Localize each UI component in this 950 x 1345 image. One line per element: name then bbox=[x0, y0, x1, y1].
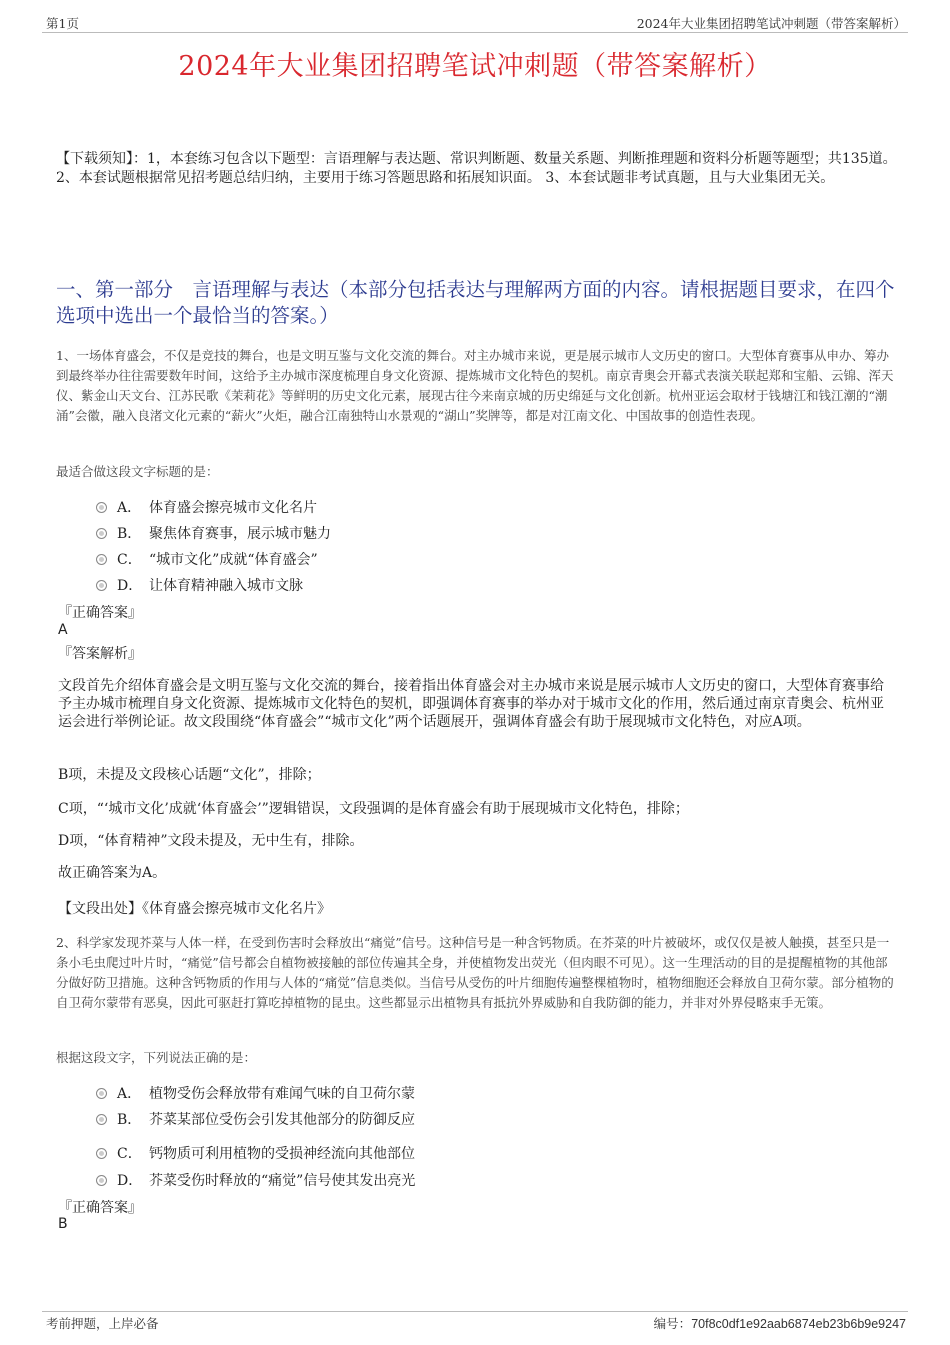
radio-icon[interactable] bbox=[96, 502, 107, 513]
option-key: C． bbox=[117, 552, 142, 568]
option-text: 植物受伤会释放带有难闻气味的自卫荷尔蒙 bbox=[149, 1086, 415, 1102]
option-key: B． bbox=[117, 526, 142, 542]
option-text: 让体育精神融入城市文脉 bbox=[149, 578, 303, 594]
question-1-prompt: 最适合做这段文字标题的是： bbox=[56, 464, 219, 479]
q1-analysis-d: D项，“体育精神”文段未提及，无中生有，排除。 bbox=[58, 833, 364, 849]
option-text: “城市文化”成就“体育盛会” bbox=[149, 552, 318, 568]
section-heading: 一、第一部分 言语理解与表达（本部分包括表达与理解两方面的内容。请根据题目要求，在四个选项中选出一个最恰当的答案。） bbox=[56, 278, 895, 327]
radio-icon[interactable] bbox=[96, 1088, 107, 1099]
option-text: 钙物质可利用植物的受损神经流向其他部位 bbox=[149, 1146, 415, 1162]
q2-option-d[interactable] bbox=[96, 1170, 415, 1190]
q2-option-a[interactable] bbox=[96, 1083, 415, 1103]
q2-answer: B bbox=[58, 1216, 68, 1232]
q2-option-c[interactable] bbox=[96, 1143, 415, 1163]
header-divider bbox=[42, 32, 908, 33]
option-text: 芥菜受伤时释放的“痛觉”信号使其发出亮光 bbox=[149, 1173, 416, 1189]
q1-option-a[interactable] bbox=[96, 497, 317, 517]
question-1-stem: 1、一场体育盛会，不仅是竞技的舞台，也是文明互鉴与文化交流的舞台。对主办城市来说，更是展示城市人文历史的窗口。大型体育赛事从申办、筹办到最终举办往往需要数年时间，这给予主办城市深度梳理自身文化资源、提炼城市文化特色的契机。南京青奥会开幕式表演关联起郑和宝船、云锦、浑天仪、紫金山天文台、江苏民歌《茉莉花》等鲜明的历史文化元素，展现古往今来南京城的历史绵延与文化创新。杭州亚运会取材于钱塘江和钱江潮的“潮涌”会徽，融入良渚文化元素的“薪火”火炬，融合江南独特山水景观的“湖山”奖牌等，都是对江南文化、中国故事的创造性表现。 bbox=[56, 348, 894, 423]
footer-code bbox=[654, 1314, 906, 1332]
option-key: B． bbox=[117, 1112, 142, 1128]
radio-icon[interactable] bbox=[96, 580, 107, 591]
radio-icon[interactable] bbox=[96, 554, 107, 565]
option-key: A． bbox=[117, 1086, 142, 1102]
option-key: D． bbox=[117, 578, 143, 594]
q1-option-d[interactable] bbox=[96, 575, 303, 595]
question-2-prompt: 根据这段文字，下列说法正确的是： bbox=[56, 1050, 257, 1065]
option-key: A． bbox=[117, 500, 142, 516]
radio-icon[interactable] bbox=[96, 1175, 107, 1186]
footer-divider bbox=[42, 1311, 908, 1312]
radio-icon[interactable] bbox=[96, 528, 107, 539]
running-header: 2024年大业集团招聘笔试冲刺题（带答案解析） bbox=[636, 16, 906, 31]
q1-answer-label: 『正确答案』 bbox=[58, 605, 142, 621]
q1-analysis-paragraph: 文段首先介绍体育盛会是文明互鉴与文化交流的舞台，接着指出体育盛会对主办城市来说是展示城市人文历史的窗口，大型体育赛事给予主办城市梳理自身文化资源、提炼城市文化特色的契机，即强调体育赛事的举办对于城市文化的作用，然后通过南京青奥会、杭州亚运会进行举例论证。故文段围绕“体育盛会”“城市文化”两个话题展开，强调体育盛会有助于展现城市文化特色，对应A项。 bbox=[58, 678, 884, 730]
q1-option-c[interactable] bbox=[96, 549, 318, 569]
q1-answer: A bbox=[58, 622, 68, 638]
q2-option-b[interactable] bbox=[96, 1109, 415, 1129]
q1-conclusion: 故正确答案为A。 bbox=[58, 865, 167, 881]
page-number: 第1页 bbox=[46, 16, 79, 31]
option-text: 体育盛会擦亮城市文化名片 bbox=[149, 500, 317, 516]
question-2-stem: 2、科学家发现芥菜与人体一样，在受到伤害时会释放出“痛觉”信号。这种信号是一种含钙物质。在芥菜的叶片被破坏，或仅仅是被人触摸，甚至只是一条小毛虫爬过叶片时，“痛觉”信号都会自植物被接触的部位传遍其全身，并使植物发出荧光（但肉眼不可见）。这一生理活动的目的是提醒植物的其他部分做好防卫措施。这种含钙物质的作用与人体的“痛觉”信息类似。当信号从受伤的叶片细胞传遍整棵植物时，植物细胞还会释放自卫荷尔蒙。部分植物的自卫荷尔蒙带有恶臭，因此可驱赶打算吃掉植物的昆虫。这些都显示出植物具有抵抗外界威胁和自我防御的能力，并非对外界侵略束手无策。 bbox=[56, 935, 894, 1010]
document-title: 2024年大业集团招聘笔试冲刺题（带答案解析） bbox=[178, 51, 772, 82]
radio-icon[interactable] bbox=[96, 1114, 107, 1125]
q1-analysis-b: B项，未提及文段核心话题“文化”，排除； bbox=[58, 767, 321, 783]
option-key: C． bbox=[117, 1146, 142, 1162]
q2-answer-label: 『正确答案』 bbox=[58, 1200, 142, 1216]
q1-analysis-label: 『答案解析』 bbox=[58, 646, 142, 662]
radio-icon[interactable] bbox=[96, 1148, 107, 1159]
option-text: 芥菜某部位受伤会引发其他部分的防御反应 bbox=[149, 1112, 415, 1128]
q1-source: 【文段出处】《体育盛会擦亮城市文化名片》 bbox=[58, 901, 331, 917]
footer-code-label: 编号： bbox=[653, 1316, 692, 1331]
option-text: 聚焦体育赛事，展示城市魅力 bbox=[149, 526, 331, 542]
q1-analysis-c: C项，“‘城市文化’成就‘体育盛会’”逻辑错误，文段强调的是体育盛会有助于展现城市文化特色，排除； bbox=[58, 801, 689, 817]
footer-code-value: 70f8c0df1e92aab6874eb23b6b9e9247 bbox=[691, 1317, 906, 1331]
download-notice: 【下载须知】：1，本套练习包含以下题型：言语理解与表达题、常识判断题、数量关系题、判断推理题和资料分析题等题型；共135道。 2、本套试题根据常见招考题总结归纳，主要用于练习答题思路和拓展知识面。 3、本套试题非考试真题，且与大业集团无关。 bbox=[56, 151, 897, 186]
q1-option-b[interactable] bbox=[96, 523, 331, 543]
option-key: D． bbox=[117, 1173, 143, 1189]
footer-slogan: 考前押题，上岸必备 bbox=[46, 1316, 159, 1331]
